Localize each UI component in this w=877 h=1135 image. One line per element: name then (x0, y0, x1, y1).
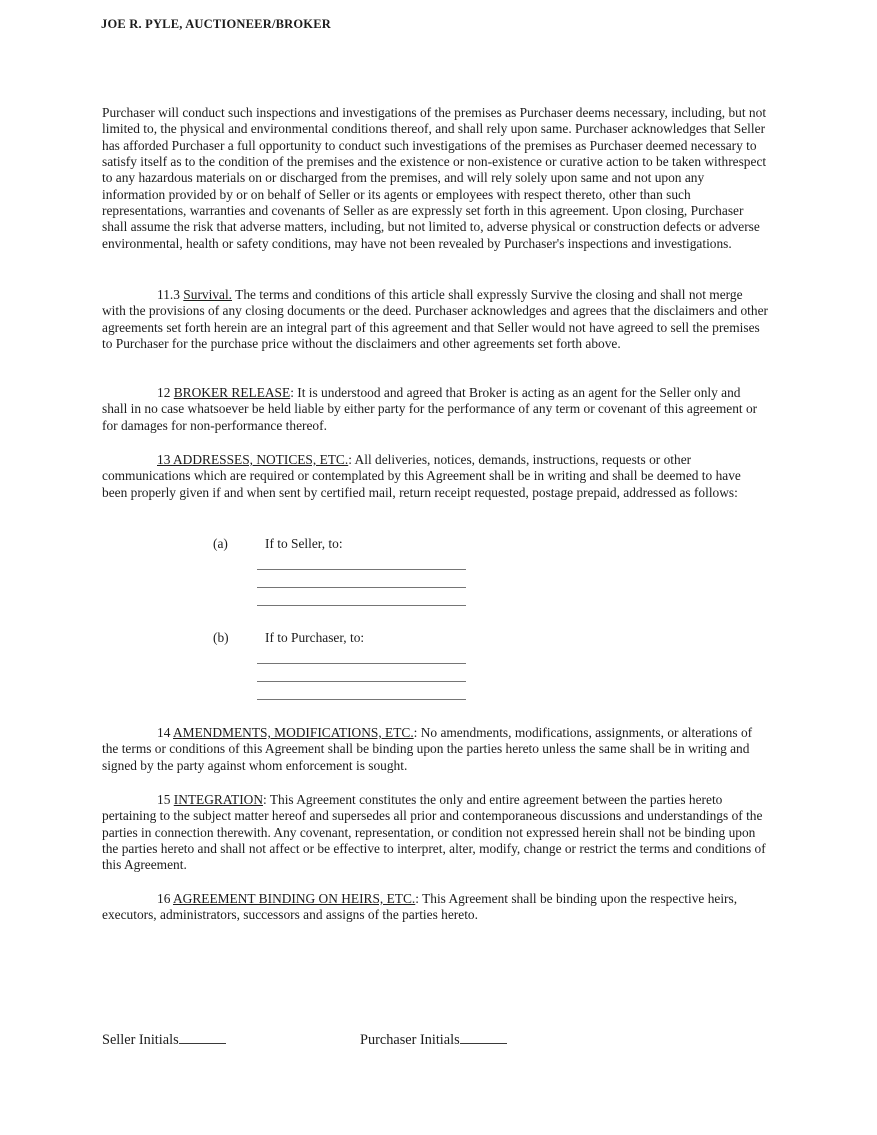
section-title: Survival. (183, 287, 233, 302)
section-body: : This Agreement shall be binding upon the respective heirs, executors, administrators, successors and assigns of the parties hereto. (102, 891, 738, 923)
section-title: AGREEMENT BINDING ON HEIRS, ETC. (173, 891, 416, 906)
seller-initials-group (102, 1029, 226, 1049)
section-title: 13 ADDRESSES, NOTICES, ETC. (157, 452, 349, 467)
section-11-3-survival (102, 287, 768, 352)
section-number: 14 (157, 725, 173, 740)
section-title: BROKER RELEASE (173, 385, 291, 400)
seller-initials-field[interactable] (179, 1029, 226, 1044)
section-number: 15 (157, 792, 174, 807)
purchaser-initials-label: Purchaser Initials (360, 1032, 460, 1048)
seller-address-line-1[interactable] (257, 552, 466, 570)
section-title: AMENDMENTS, MODIFICATIONS, ETC. (173, 725, 414, 740)
section-number: 11.3 (157, 287, 184, 302)
purchaser-address-line-1[interactable] (257, 646, 466, 664)
purchaser-address-line-2[interactable] (257, 664, 466, 682)
section-number: 16 (157, 891, 173, 906)
section-body: The terms and conditions of this article shall expressly Survive the closing and shall not merge with the provisions of any closing documents or the deed. Purchaser acknowledges and agrees that the disclaimers and other agreements set forth herein are an integral part of this agreement and that Seller would not have agreed to sell the premises to Purchaser for the purchase price without the disclaimers and other agreements set forth above. (102, 287, 768, 352)
seller-address-line-3[interactable] (257, 588, 466, 606)
address-marker-a: (a) (213, 536, 228, 551)
section-body: : No amendments, modifications, assignments, or alterations of the terms or conditions of this Agreement shall be binding upon the parties hereto unless the same shall be in writing and signed by the party against whom enforcement is sought. (102, 725, 753, 773)
address-block-purchaser (102, 630, 768, 722)
section-body: : It is understood and agreed that Broker is acting as an agent for the Seller only and shall in no case whatsoever be held liable by either party for the performance of any term or covenant of this agreement or for damages for non-performance thereof. (102, 385, 758, 433)
purchaser-initials-field[interactable] (460, 1029, 507, 1044)
section-number: 12 (157, 385, 174, 400)
section-12-broker-release (102, 385, 768, 434)
seller-address-line-2[interactable] (257, 570, 466, 588)
address-marker-b: (b) (213, 630, 229, 645)
document-header: JOE R. PYLE, AUCTIONEER/BROKER (101, 17, 331, 31)
purchaser-address-lines (257, 646, 466, 700)
seller-address-lines (257, 552, 466, 606)
address-label-purchaser: If to Purchaser, to: (265, 630, 365, 645)
section-body: : All deliveries, notices, demands, instructions, requests or other communications which are required or contemplated by this Agreement shall be in writing and shall be deemed to have been properly given if and when sent by certified mail, return receipt requested, postage prepaid, addressed as follows: (102, 452, 741, 500)
section-13-addresses-notices (102, 452, 768, 501)
address-label-seller: If to Seller, to: (265, 536, 343, 551)
section-16-binding-on-heirs (102, 891, 768, 924)
section-title: INTEGRATION (173, 792, 264, 807)
intro-paragraph: Purchaser will conduct such inspections and investigations of the premises as Purchaser deems necessary, including, but not limited to, the physical and environmental conditions thereof, and shall rely upon same. Purchaser acknowledges that Seller has afforded Purchaser a full opportunity to conduct such investigations of the premises as Purchaser deemed necessary to satisfy itself as to the condition of the premises and the existence or non-existence or curative action to be taken withrespect to any hazardous materials on or discharged from the premises, and will rely solely upon same and not upon any information provided by or on behalf of Seller or its agents or employees with respect thereto, other than such representations, warranties and covenants of Seller as are expressly set forth in this agreement. Upon closing, Purchaser shall assume the risk that adverse matters, including, but not limited to, adverse physical or construction defects or adverse environmental, health or safety conditions, may have not been revealed by Purchaser's inspections and investigations. (102, 105, 767, 251)
seller-initials-label: Seller Initials (102, 1032, 179, 1048)
purchaser-initials-group (360, 1029, 507, 1049)
section-14-amendments (102, 725, 768, 774)
purchaser-address-line-3[interactable] (257, 682, 466, 700)
address-block-seller (102, 536, 768, 628)
section-body: : This Agreement constitutes the only and entire agreement between the parties hereto pertaining to the subject matter hereof and supersedes all prior and contemporaneous discussions and understandings of the parties in connection therewith. Any covenant, representation, or condition not expressed herein shall not be binding upon the parties hereto and shall not affect or be effective to interpret, alter, modify, change or restrict the terms and conditions of this Agreement. (102, 792, 766, 873)
initials-row (102, 1029, 768, 1053)
section-15-integration (102, 792, 768, 874)
